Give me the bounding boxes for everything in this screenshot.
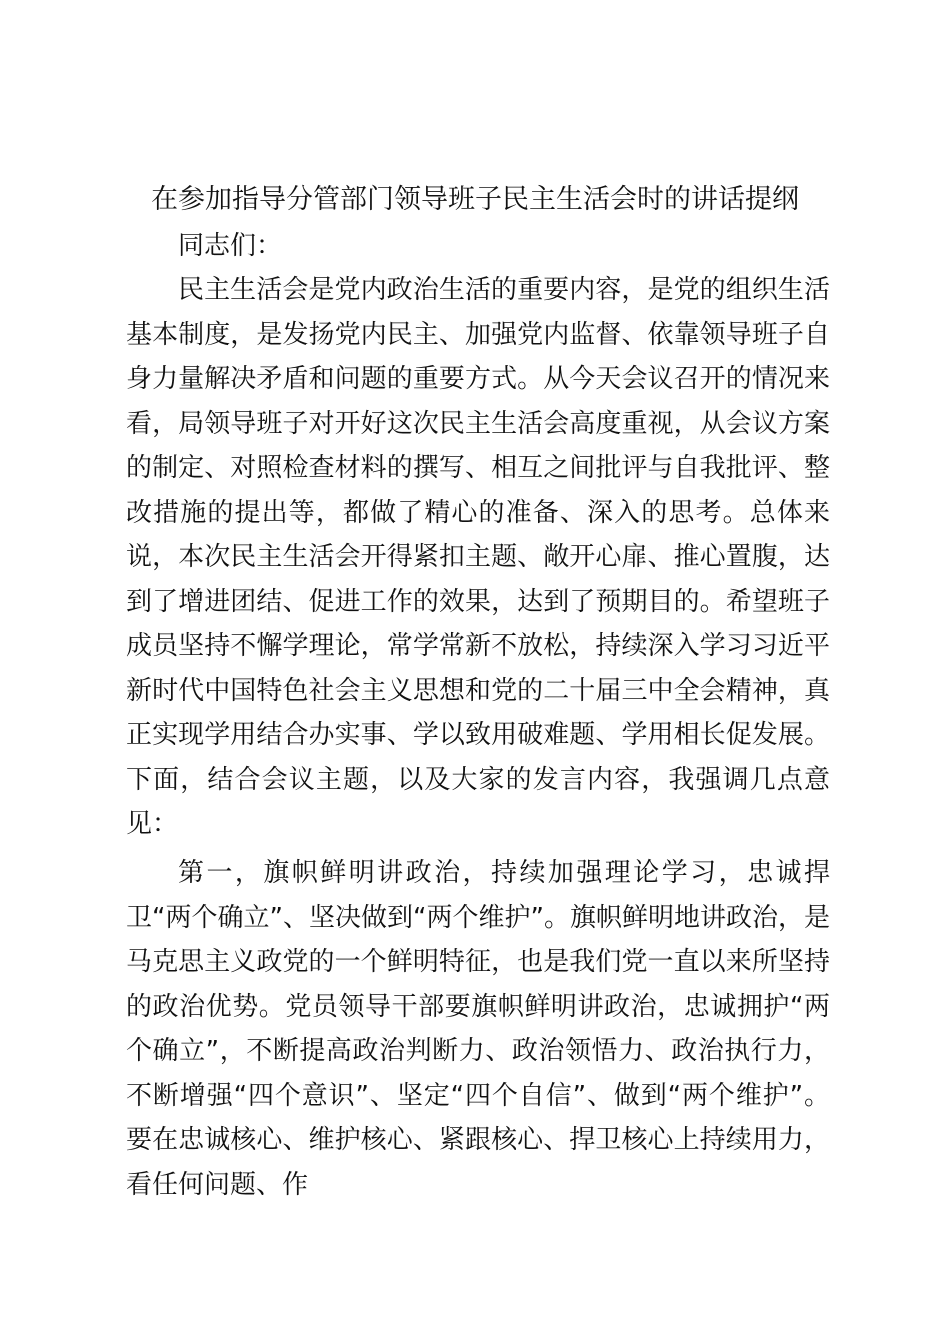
paragraph-point-one: 第一，旗帜鲜明讲政治，持续加强理论学习，忠诚捍卫“两个确立”、坚决做到“两个维护”。旗帜鲜明地讲政治，是马克思主义政党的一个鲜明特征，也是我们党一直以来所坚持的政治优势。党员领导干部要旗帜鲜明讲政治，忠诚拥护“两个确立”，不断提高政治判断力、政治领悟力、政治执行力，不断增强“四个意识”、坚定“四个自信”、做到“两个维护”。要在忠诚核心、维护核心、紧跟核心、捍卫核心上持续用力，看任何问题、作 (126, 858, 830, 1200)
document-title: 在参加指导分管部门领导班子民主生活会时的讲话提纲 (151, 184, 799, 215)
salutation: 同志们： (178, 231, 283, 261)
paragraph-intro: 民主生活会是党内政治生活的重要内容，是党的组织生活基本制度，是发扬党内民主、加强党内监督、依靠领导班子自身力量解决矛盾和问题的重要方式。从今天会议召开的情况来看，局领导班子对开好这次民主生活会高度重视，从会议方案的制定、对照检查材料的撰写、相互之间批评与自我批评、整改措施的提出等，都做了精心的准备、深入的思考。总体来说，本次民主生活会开得紧扣主题、敞开心扉、推心置腹，达到了增进团结、促进工作的效果，达到了预期目的。希望班子成员坚持不懈学理论，常学常新不放松，持续深入学习习近平新时代中国特色社会主义思想和党的二十届三中全会精神，真正实现学用结合办实事、学以致用破难题、学用相长促发展。下面，结合会议主题，以及大家的发言内容，我强调几点意见： (126, 275, 830, 839)
